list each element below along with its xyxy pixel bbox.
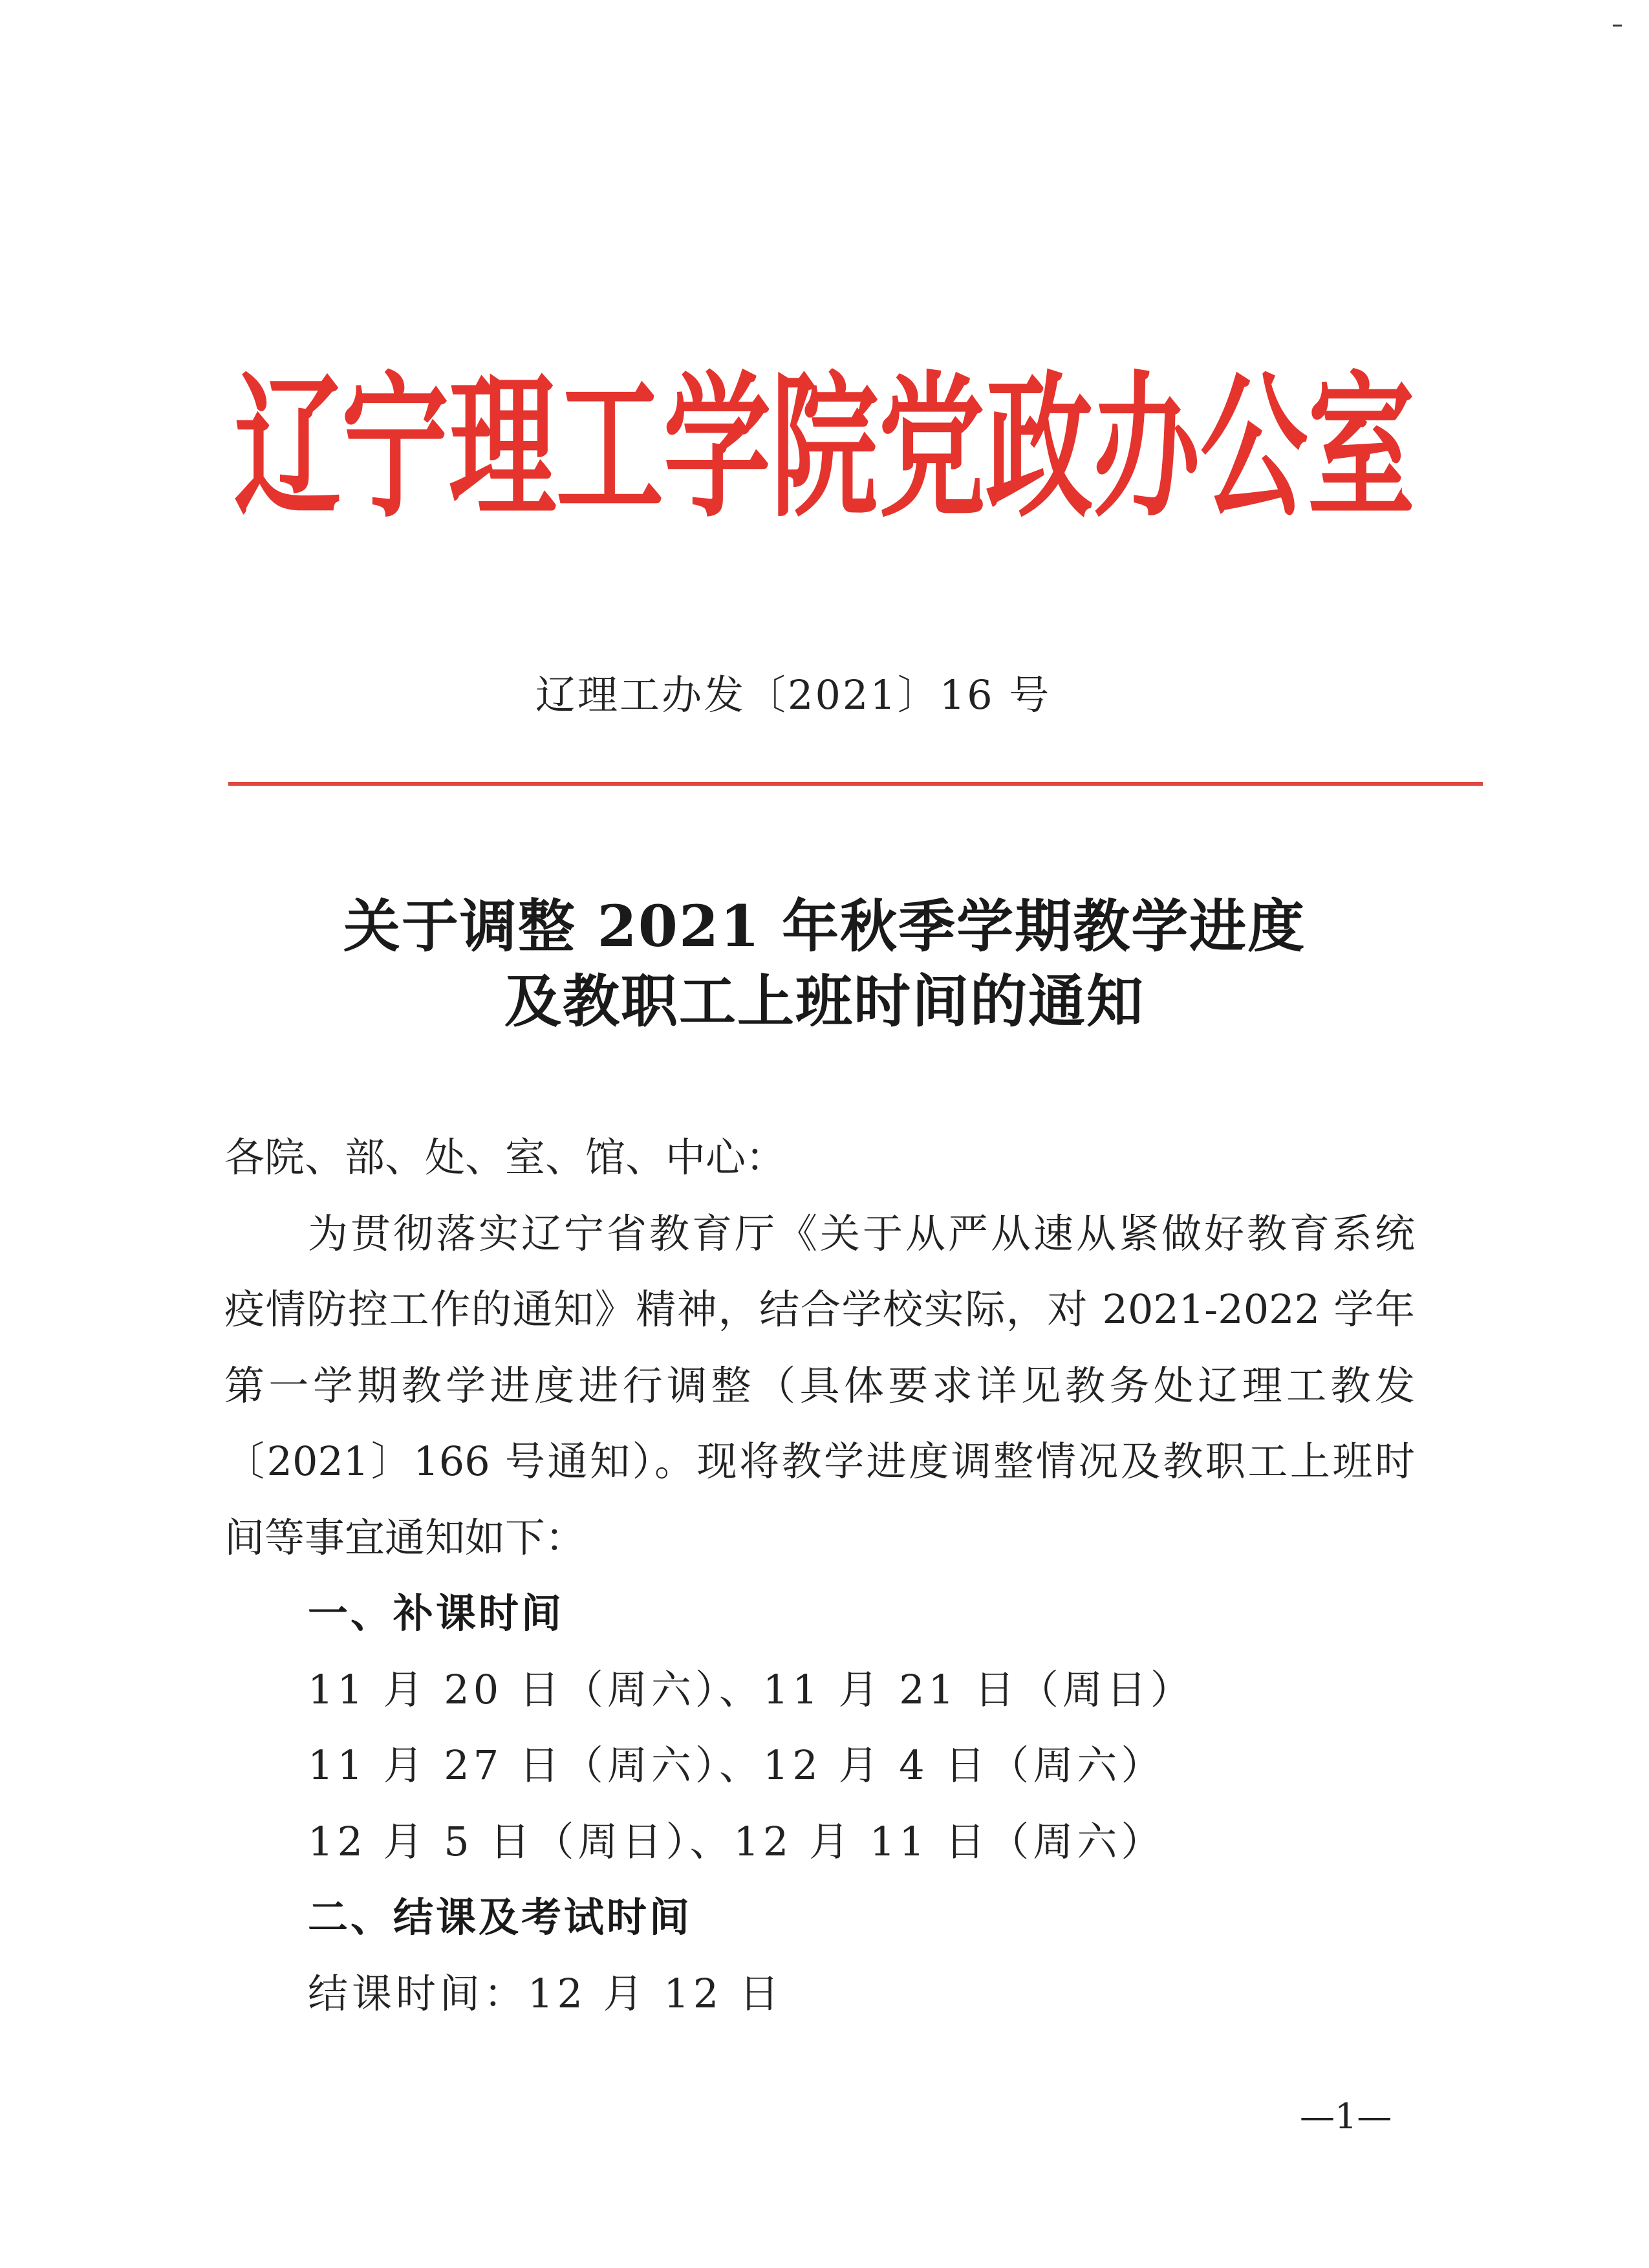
paragraph-line: 第一学期教学进度进行调整（具体要求详见教务处辽理工教发	[224, 1361, 1415, 1409]
course-end-date-line: 结课时间：12 月 12 日	[308, 1969, 783, 2017]
paragraph-line: 间等事宜通知如下：	[224, 1513, 586, 1561]
org-header	[0, 356, 1649, 539]
makeup-date-line: 12 月 5 日（周日）、12 月 11 日（周六）	[308, 1817, 1165, 1865]
org-title: 辽宁理工学院党政办公室	[234, 356, 1415, 539]
salutation: 各院、部、处、室、馆、中心：	[224, 1134, 786, 1181]
paragraph-line: 疫情防控工作的通知》精神，结合学校实际，对 2021-2022 学年	[224, 1286, 1415, 1333]
red-separator-line	[228, 782, 1483, 786]
scan-mark	[1613, 25, 1622, 27]
document-number: 辽理工办发〔2021〕16 号	[535, 671, 1051, 718]
makeup-date-line: 11 月 20 日（周六）、11 月 21 日（周日）	[308, 1665, 1194, 1713]
makeup-date-line: 11 月 27 日（周六）、12 月 4 日（周六）	[308, 1742, 1165, 1789]
document-title-line-1: 关于调整 2021 年秋季学期教学进度	[343, 892, 1306, 960]
section-heading-course-end-exams: 二、结课及考试时间	[308, 1894, 693, 1941]
section-heading-makeup-classes: 一、补课时间	[308, 1590, 565, 1637]
paragraph-line: 为贯彻落实辽宁省教育厅《关于从严从速从紧做好教育系统	[308, 1209, 1415, 1257]
document-title-line-2: 及教职工上班时间的通知	[504, 967, 1145, 1035]
paragraph-line: 〔2021〕166 号通知）。现将教学进度调整情况及教职工上班时	[224, 1438, 1415, 1485]
document-body	[224, 1119, 1415, 2031]
page-number: —1—	[1300, 2096, 1392, 2137]
document-title	[0, 889, 1649, 1039]
